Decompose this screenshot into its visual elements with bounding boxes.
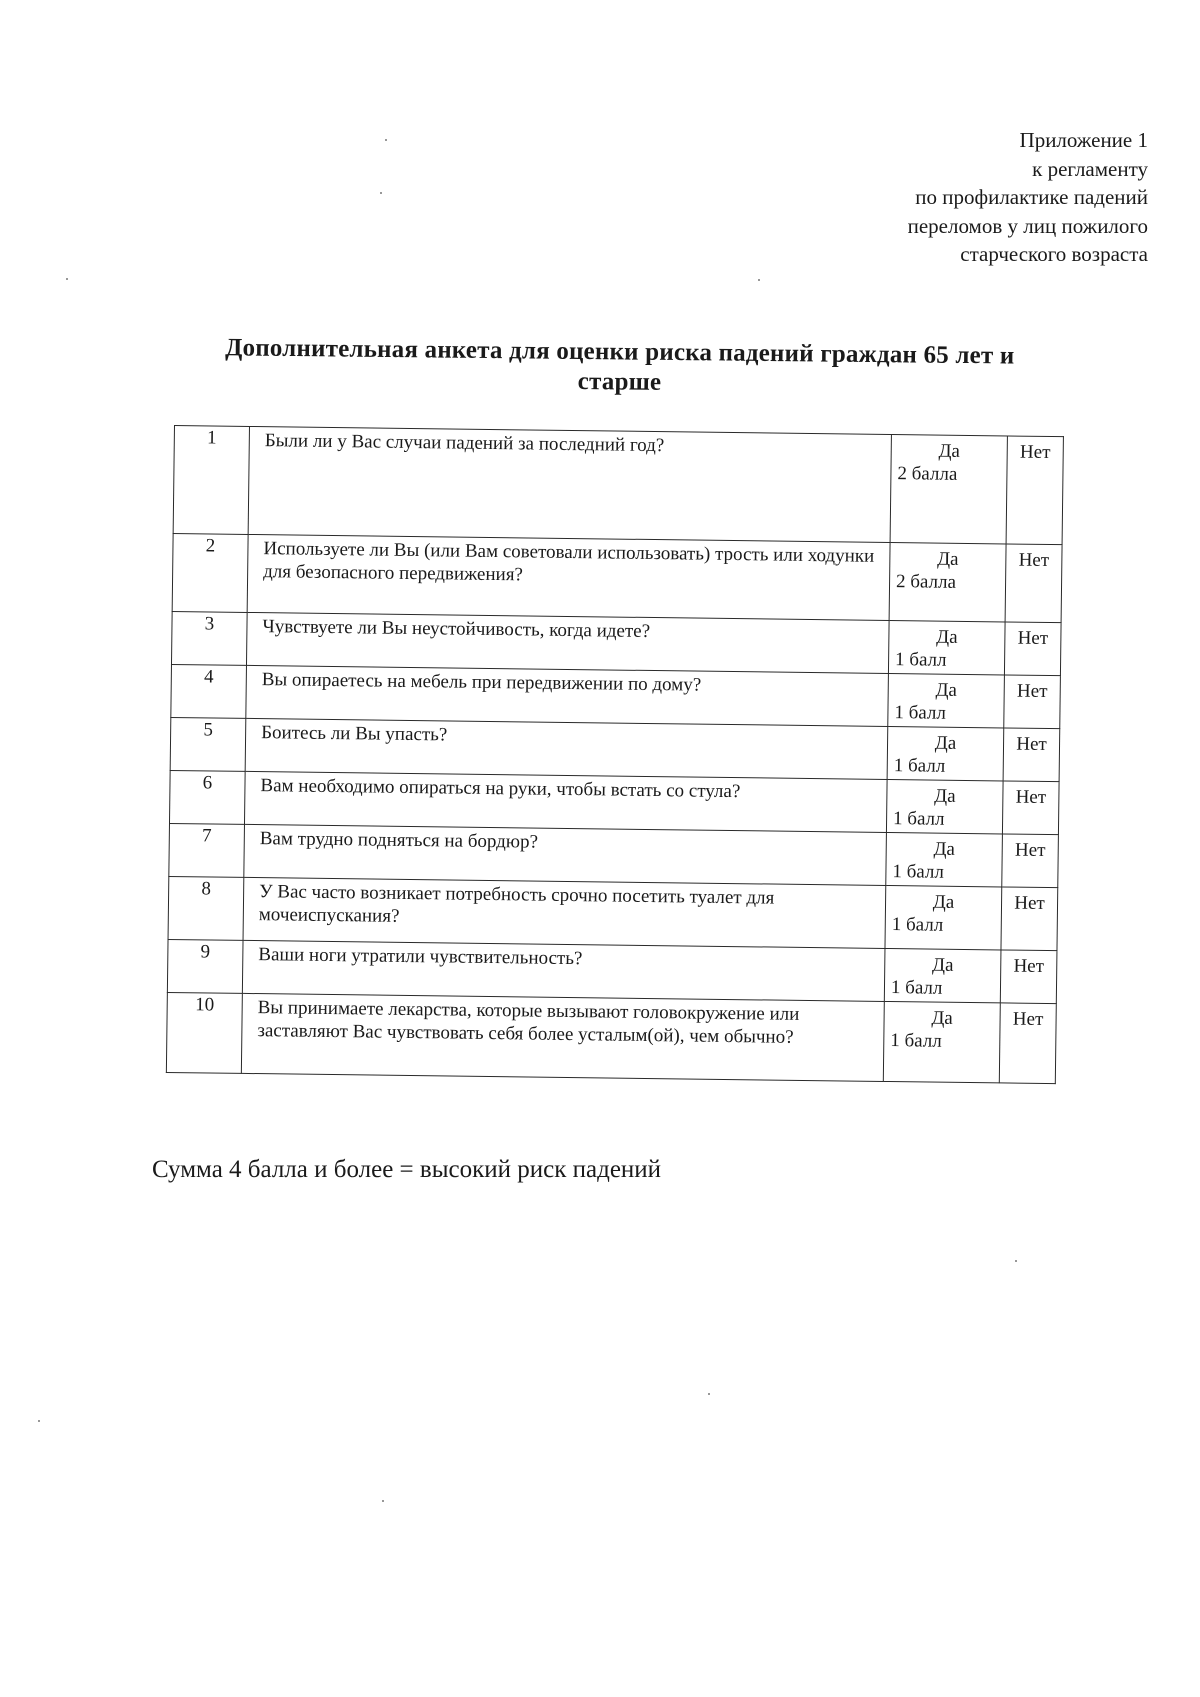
annex-line: переломов у лиц пожилого xyxy=(907,213,1148,238)
question-text: Вам трудно подняться на бордюр? xyxy=(244,824,887,885)
table-row xyxy=(168,876,1058,950)
scan-speck xyxy=(708,1393,710,1395)
yes-label: Да xyxy=(935,679,958,701)
questionnaire xyxy=(166,425,1064,1084)
yes-answer-cell[interactable] xyxy=(890,435,1007,544)
points-label: 1 балл xyxy=(892,861,945,883)
question-number: 4 xyxy=(171,664,247,718)
yes-label: Да xyxy=(934,732,957,754)
question-text: Ваши ноги утратили чувствительность? xyxy=(242,940,885,1001)
scan-speck xyxy=(1015,1260,1017,1262)
question-text: Вы опираетесь на мебель при передвижении по дому? xyxy=(246,665,889,726)
question-number: 9 xyxy=(167,939,243,993)
no-answer-cell[interactable] xyxy=(1003,728,1060,782)
question-number: 7 xyxy=(169,823,245,877)
points-label: 1 балл xyxy=(894,702,947,724)
question-text: У Вас часто возникает потребность срочно посетить туалет для мочеиспускания? xyxy=(243,877,886,948)
yes-answer-cell[interactable] xyxy=(888,673,1005,727)
no-label: Нет xyxy=(1017,627,1049,650)
no-answer-cell[interactable] xyxy=(1006,436,1063,545)
question-number: 8 xyxy=(168,876,244,940)
risk-questionnaire-table xyxy=(166,425,1064,1084)
no-label: Нет xyxy=(1018,549,1050,572)
question-text: Были ли у Вас случаи падений за последний год? xyxy=(248,426,891,542)
question-number: 5 xyxy=(170,717,246,771)
scan-speck xyxy=(382,1500,384,1502)
document-title: Дополнительная анкета для оценки риска падений граждан 65 лет и старше xyxy=(225,334,1015,396)
yes-label: Да xyxy=(938,440,961,462)
yes-answer-cell[interactable] xyxy=(887,726,1004,780)
no-answer-cell[interactable] xyxy=(1005,544,1062,623)
no-label: Нет xyxy=(1016,680,1048,702)
yes-answer-cell[interactable] xyxy=(883,1001,1000,1082)
yes-label: Да xyxy=(931,1007,953,1029)
no-label: Нет xyxy=(1013,955,1045,977)
yes-answer-cell[interactable] xyxy=(884,948,1001,1002)
question-text: Чувствуете ли Вы неустойчивость, когда идете? xyxy=(246,612,889,673)
question-number: 3 xyxy=(171,611,247,665)
question-number: 6 xyxy=(169,770,245,824)
no-answer-cell[interactable] xyxy=(1004,622,1061,676)
question-text: Вам необходимо опираться на руки, чтобы встать со стула? xyxy=(244,771,887,832)
no-label: Нет xyxy=(1012,1008,1044,1030)
question-text: Вы принимаете лекарства, которые вызывают головокружение или заставляют Вас чувствовать себя более усталым(ой), чем обычно? xyxy=(241,993,884,1081)
question-text: Используете ли Вы (или Вам советовали использовать) трость или ходунки для безопасного передвижения? xyxy=(247,534,890,620)
yes-answer-cell[interactable] xyxy=(886,779,1003,833)
points-label: 1 балл xyxy=(891,914,944,936)
yes-answer-cell[interactable] xyxy=(888,621,1005,675)
table-row xyxy=(172,533,1062,622)
yes-answer-cell[interactable] xyxy=(885,885,1002,949)
yes-label: Да xyxy=(936,626,958,648)
scan-speck xyxy=(380,192,382,194)
no-answer-cell[interactable] xyxy=(1004,675,1061,729)
annex-line: к регламенту xyxy=(1032,156,1148,181)
yes-label: Да xyxy=(931,954,954,976)
no-answer-cell[interactable] xyxy=(1002,781,1059,835)
no-answer-cell[interactable] xyxy=(1000,950,1057,1004)
annex-line: Приложение 1 xyxy=(1019,128,1148,152)
question-number: 2 xyxy=(172,533,248,612)
no-answer-cell[interactable] xyxy=(1001,887,1058,951)
question-text: Боитесь ли Вы упасть? xyxy=(245,718,888,779)
no-label: Нет xyxy=(1015,786,1047,808)
points-label: 2 балла xyxy=(897,463,958,485)
no-label: Нет xyxy=(1014,839,1046,861)
annex-line: по профилактике падений xyxy=(915,185,1148,209)
points-label: 1 балл xyxy=(890,977,943,999)
no-label: Нет xyxy=(1016,733,1047,755)
points-label: 2 балла xyxy=(895,571,957,593)
yes-answer-cell[interactable] xyxy=(889,543,1006,622)
yes-label: Да xyxy=(933,838,956,860)
points-label: 1 балл xyxy=(892,808,945,830)
no-answer-cell[interactable] xyxy=(1002,834,1059,888)
no-label: Нет xyxy=(1019,441,1051,464)
scan-speck xyxy=(66,278,68,280)
question-number: 1 xyxy=(173,426,249,535)
points-label: 1 балл xyxy=(893,755,946,777)
no-answer-cell[interactable] xyxy=(999,1003,1056,1084)
scan-speck xyxy=(385,139,387,141)
yes-label: Да xyxy=(932,891,955,913)
points-label: 1 балл xyxy=(894,649,947,671)
annex-line: старческого возраста xyxy=(960,242,1148,266)
no-label: Нет xyxy=(1014,892,1045,914)
yes-label: Да xyxy=(934,785,956,807)
points-label: 1 балл xyxy=(890,1030,942,1052)
score-summary: Сумма 4 балла и более = высокий риск падений xyxy=(152,1156,662,1183)
yes-answer-cell[interactable] xyxy=(886,832,1003,886)
table-row xyxy=(173,426,1063,545)
scan-speck xyxy=(38,1420,40,1422)
table-row xyxy=(166,992,1056,1083)
question-number: 10 xyxy=(166,992,242,1073)
yes-label: Да xyxy=(937,548,959,570)
scan-speck xyxy=(758,279,760,281)
annex-reference xyxy=(908,126,1148,269)
